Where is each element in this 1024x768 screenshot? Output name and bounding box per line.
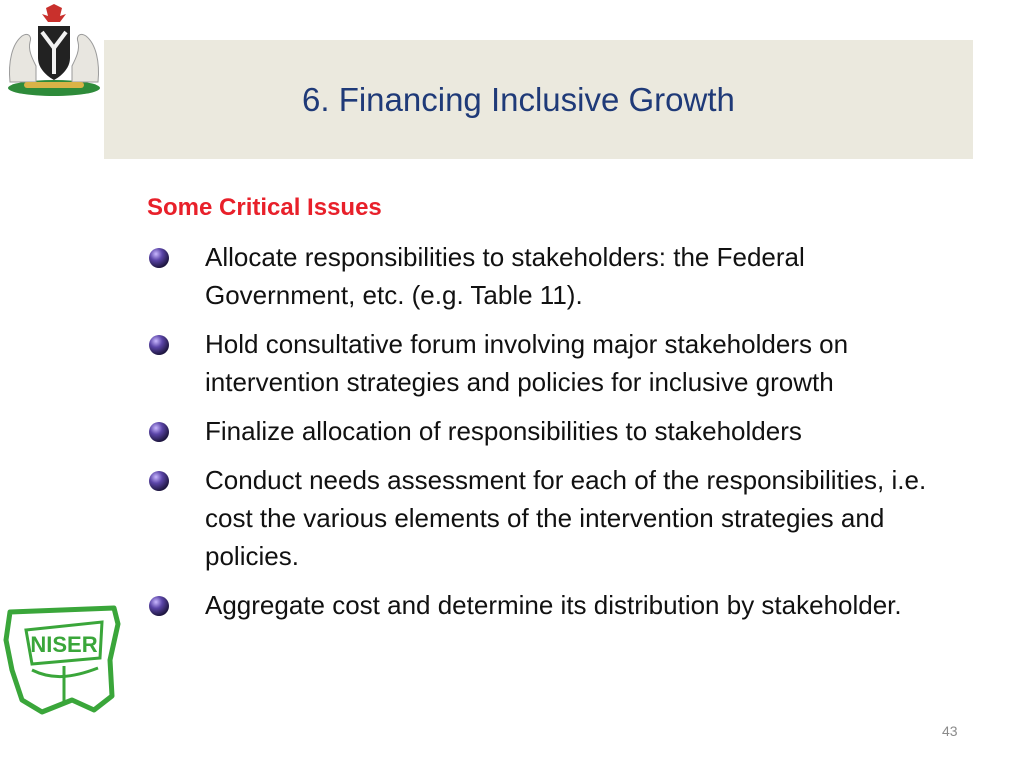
bullet-item xyxy=(145,325,935,401)
bullet-text: Hold consultative forum involving major stakeholders on intervention strategies and policies for inclusive growth xyxy=(205,329,849,397)
niser-logo xyxy=(2,600,122,720)
page-number: 43 xyxy=(942,723,958,739)
purple-sphere-bullet-icon xyxy=(147,594,171,618)
coat-of-arms-logo xyxy=(2,2,106,98)
purple-sphere-bullet-icon xyxy=(147,333,171,357)
bullet-item xyxy=(145,412,935,450)
bullet-text: Finalize allocation of responsibilities to stakeholders xyxy=(205,416,802,446)
bullet-list xyxy=(145,238,935,635)
purple-sphere-bullet-icon xyxy=(147,420,171,444)
slide-title: 6. Financing Inclusive Growth xyxy=(302,81,735,118)
bullet-text: Conduct needs assessment for each of the responsibilities, i.e. cost the various elements of the intervention strategies and policies. xyxy=(205,465,927,571)
bullet-item xyxy=(145,238,935,314)
section-heading: Some Critical Issues xyxy=(147,194,382,221)
bullet-item xyxy=(145,461,935,575)
purple-sphere-bullet-icon xyxy=(147,246,171,270)
purple-sphere-bullet-icon xyxy=(147,469,171,493)
svg-text:NISER: NISER xyxy=(30,632,98,657)
bullet-text: Aggregate cost and determine its distribution by stakeholder. xyxy=(205,590,902,620)
bullet-item xyxy=(145,586,935,624)
bullet-text: Allocate responsibilities to stakeholders: the Federal Government, etc. (e.g. Table 11). xyxy=(205,242,805,310)
